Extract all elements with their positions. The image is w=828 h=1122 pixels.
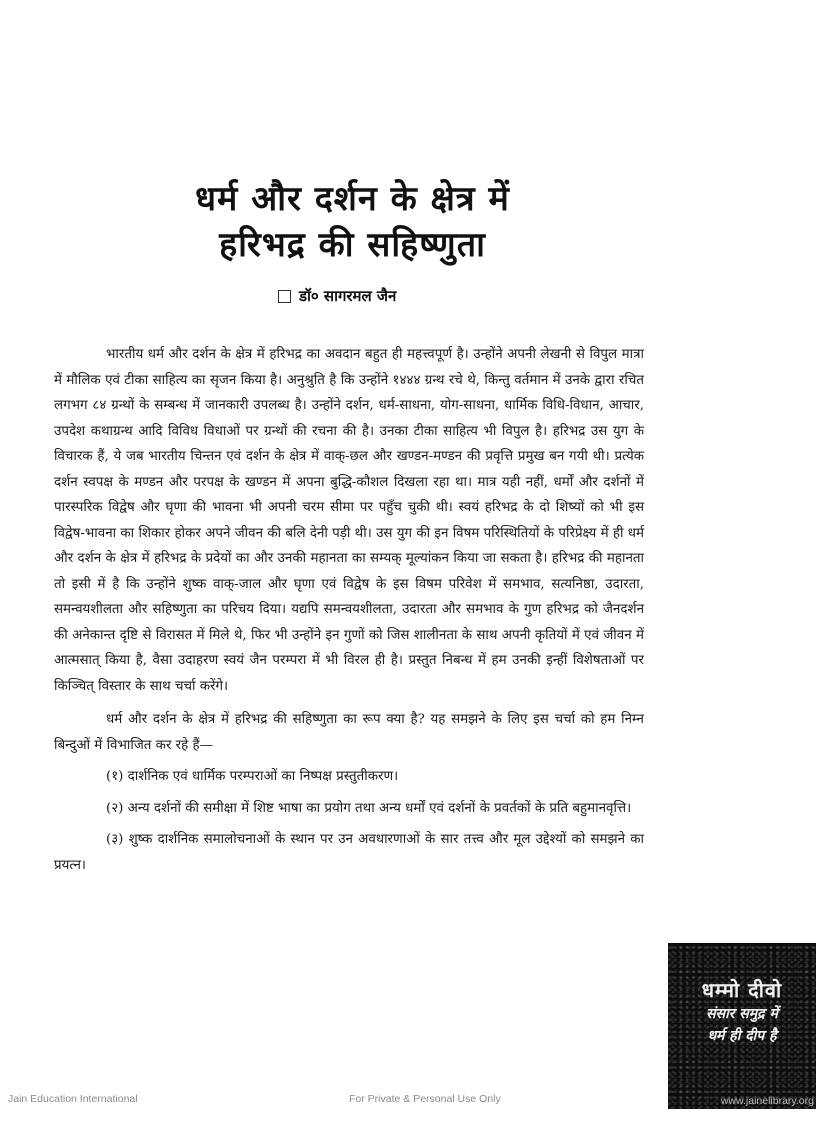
footer-publisher: Jain Education International <box>8 1093 138 1105</box>
motto-title: धम्मो दीवो <box>701 978 783 1002</box>
author-byline <box>278 285 396 307</box>
square-bullet-icon <box>278 290 291 303</box>
footer-usage-note: For Private & Personal Use Only <box>349 1093 501 1105</box>
author-name: डॉ० सागरमल जैन <box>299 287 397 305</box>
paragraph-intro: भारतीय धर्म और दर्शन के क्षेत्र में हरिभद्र का अवदान बहुत ही महत्त्वपूर्ण है। उन्होंने अपनी लेखनी से विपुल मात्रा में मौलिक एवं टीका साहित्य का सृजन किया है। अनुश्रुति है कि उन्होंने १४४४ ग्रन्थ रचे थे, किन्तु वर्तमान में उनके द्वारा रचित लगभग ८४ ग्रन्थों के सम्बन्ध में जानकारी उपलब्ध है। उन्होंने दर्शन, धर्म-साधना, योग-साधना, धार्मिक विधि-विधान, आचार, उपदेश कथाग्रन्थ आदि विविध विधाओं पर ग्रन्थों की रचना की है। उनका टीका साहित्य भी विपुल है। हरिभद्र उस युग के विचारक हैं, ये जब भारतीय चिन्तन एवं दर्शन के क्षेत्र में वाक्-छल और खण्डन-मण्डन की प्रवृत्ति प्रमुख बन गयी थी। प्रत्येक दर्शन स्वपक्ष के मण्डन और परपक्ष के खण्डन में अपना बुद्धि-कौशल दिखला रहा था। मात्र यही नहीं, धर्मों और दर्शनों में पारस्परिक विद्वेष और घृणा की भावना भी अपनी चरम सीमा पर पहुँच चुकी थी। स्वयं हरिभद्र के दो शिष्यों को भी इस विद्वेष-भावना का शिकार होकर अपने जीवन की बलि देनी पड़ी थी। उस युग की इन विषम परिस्थितियों के परिप्रेक्ष्य में ही धर्म और दर्शन के क्षेत्र में हरिभद्र के प्रदेयों का और उनकी महानता का सम्यक् मूल्यांकन किया जा सकता है। हरिभद्र की महानता तो इसी में है कि उन्होंने शुष्क वाक्-जाल और घृणा एवं विद्वेष के इस विषम परिवेश में समभाव, सत्यनिष्ठा, उदारता, समन्वयशीलता और सहिष्णुता का परिचय दिया। यद्यपि समन्वयशीलता, उदारता और समभाव के गुण हरिभद्र को जैनदर्शन की अनेकान्त दृष्टि से विरासत में मिले थे, फिर भी उन्होंने इन गुणों को जिस शालीनता के साथ अपनी कृतियों में एवं जीवन में आत्मसात् किया है, वैसा उदाहरण स्वयं जैन परम्परा में भी विरल ही है। प्रस्तुत निबन्ध में हम उनकी इन्हीं विशेषताओं पर किञ्चित् विस्तार के साथ चर्चा करेंगे। <box>54 347 644 694</box>
article-body <box>54 342 644 878</box>
list-item-point-2: (२) अन्य दर्शनों की समीक्षा में शिष्ट भाषा का प्रयोग तथा अन्य धर्मों एवं दर्शनों के प्रवर्तकों के प्रति बहुमानवृत्ति। <box>106 800 632 816</box>
motto-line-2: धर्म ही दीप है <box>707 1028 777 1044</box>
motto-emblem <box>668 943 816 1109</box>
website-link[interactable]: www.jainelibrary.org <box>720 1095 814 1107</box>
motto-line-1: संसार समुद्र में <box>706 1006 778 1022</box>
list-item-point-1: (१) दार्शनिक एवं धार्मिक परम्पराओं का निष्पक्ष प्रस्तुतीकरण। <box>106 769 399 784</box>
paragraph-points-lead: धर्म और दर्शन के क्षेत्र में हरिभद्र की सहिष्णुता का रूप क्या है? यह समझने के लिए इस चर्चा को हम निम्न बिन्दुओं में विभाजित कर रहे हैं— <box>54 712 644 753</box>
title-line-2: हरिभद्र की सहिष्णुता <box>219 225 486 265</box>
article-title <box>140 176 565 268</box>
title-line-1: धर्म और दर्शन के क्षेत्र में <box>195 179 510 219</box>
list-item-point-3: (३) शुष्क दार्शनिक समालोचनाओं के स्थान पर उन अवधारणाओं के सार तत्त्व और मूल उद्देश्यों को समझने का प्रयत्न। <box>54 832 644 873</box>
